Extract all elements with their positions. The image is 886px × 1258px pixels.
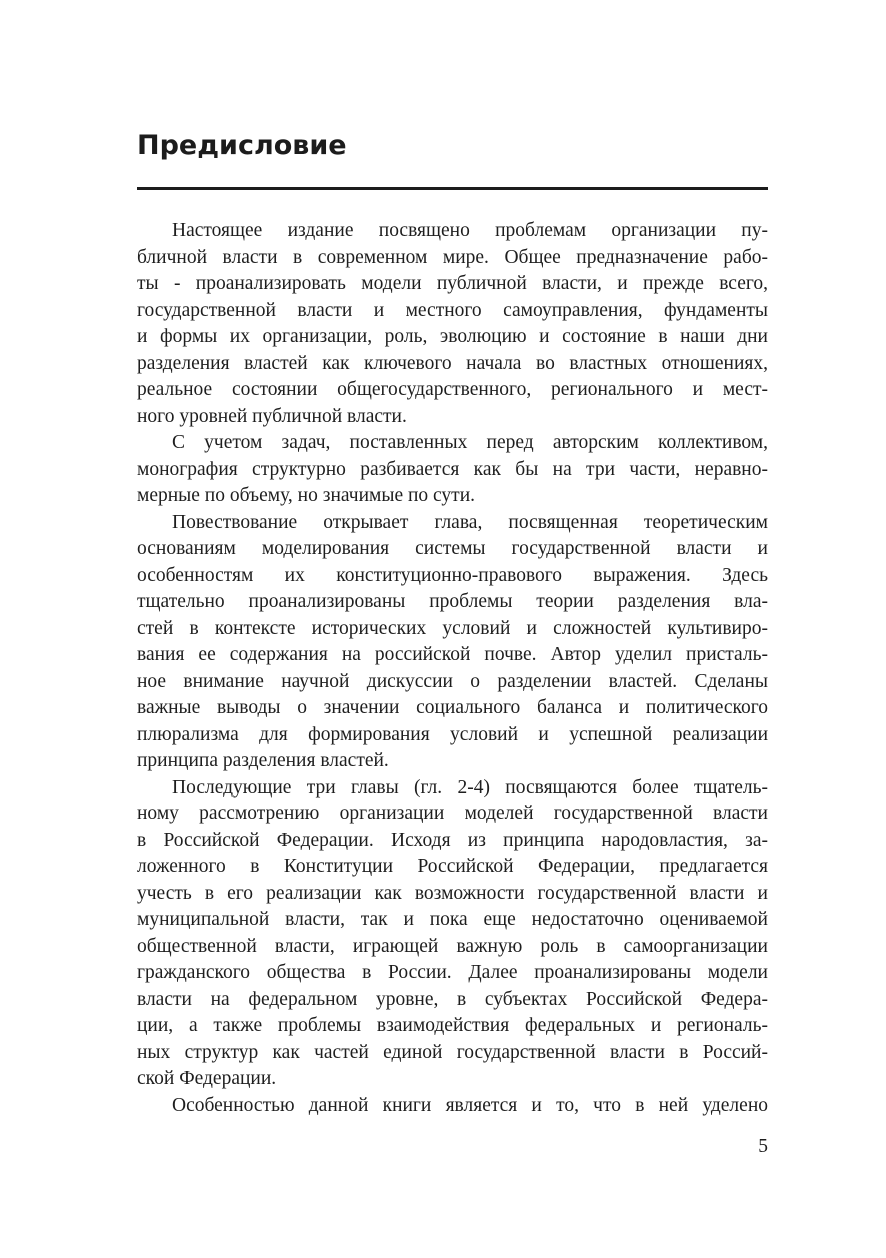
text-line: ции, а также проблемы взаимодействия федеральных и региональ- bbox=[137, 1015, 768, 1036]
text-line: стей в контексте исторических условий и сложностей культивиро- bbox=[137, 617, 768, 639]
text-line: мерные по объему, но значимые по сути. bbox=[137, 485, 476, 506]
text-line: государственной власти и местного самоуправления, фундаменты bbox=[137, 299, 768, 321]
text-line: реальное состоянии общегосударственного, регионального и мест- bbox=[137, 379, 768, 400]
text-line: гражданского общества в России. Далее проанализированы модели bbox=[137, 962, 768, 983]
text-line: общественной власти, играющей важную роль в самоорганизации bbox=[137, 935, 768, 957]
text-line: бличной власти в современном мире. Общее предназначение рабо- bbox=[137, 246, 768, 268]
page-title: Предисловие bbox=[137, 130, 347, 161]
text-line: учесть в его реализации как возможности государственной власти и bbox=[137, 882, 768, 904]
text-line: особенностям их конституционно-правового выражения. Здесь bbox=[137, 564, 768, 586]
text-line: основаниям моделирования системы государственной власти и bbox=[137, 538, 768, 559]
page-number: 5 bbox=[758, 1136, 768, 1157]
paragraph bbox=[137, 430, 768, 510]
text-line: ской Федерации. bbox=[137, 1068, 277, 1089]
text-line: тщательно проанализированы проблемы теории разделения вла- bbox=[137, 591, 768, 612]
text-line: принципа разделения властей. bbox=[137, 750, 389, 771]
text-line: Особенностью данной книги является и то, что в ней уделено bbox=[172, 1094, 768, 1116]
paragraph bbox=[137, 218, 768, 430]
text-line: важные выводы о значении социального баланса и политического bbox=[137, 697, 768, 718]
text-line: Настоящее издание посвящено проблемам организации пу- bbox=[172, 220, 768, 241]
text-line: ного уровней публичной власти. bbox=[137, 405, 407, 427]
text-line: Повествование открывает глава, посвященная теоретическим bbox=[172, 511, 768, 533]
text-line: ных структур как частей единой государственной власти в Россий- bbox=[137, 1041, 768, 1063]
text-line: С учетом задач, поставленных перед авторским коллективом, bbox=[172, 432, 768, 453]
paragraph bbox=[137, 1093, 768, 1120]
text-line: плюрализма для формирования условий и успешной реализации bbox=[137, 723, 768, 745]
text-line: вания ее содержания на российской почве. Автор уделил присталь- bbox=[137, 644, 768, 665]
text-line: ному рассмотрению организации моделей государственной власти bbox=[137, 803, 768, 824]
text-line: власти на федеральном уровне, в субъектах Российской Федера- bbox=[137, 988, 768, 1010]
text-line: ное внимание научной дискуссии о разделении властей. Сделаны bbox=[137, 670, 768, 692]
text-line: ты - проанализировать модели публичной власти, и прежде всего, bbox=[137, 273, 768, 294]
text-line: ложенного в Конституции Российской Федерации, предлагается bbox=[137, 856, 768, 877]
paragraph bbox=[137, 510, 768, 775]
text-line: и формы их организации, роль, эволюцию и состояние в наши дни bbox=[137, 326, 768, 347]
body-text bbox=[137, 218, 768, 1119]
text-line: монография структурно разбивается как бы на три части, неравно- bbox=[137, 458, 768, 480]
text-line: муниципальной власти, так и пока еще недостаточно оцениваемой bbox=[137, 909, 768, 930]
text-line: в Российской Федерации. Исходя из принципа народовластия, за- bbox=[137, 829, 768, 851]
text-line: Последующие три главы (гл. 2-4) посвящаются более тщатель- bbox=[172, 776, 768, 798]
paragraph bbox=[137, 775, 768, 1093]
text-line: разделения властей как ключевого начала во властных отношениях, bbox=[137, 352, 768, 374]
heading-divider bbox=[137, 187, 768, 190]
